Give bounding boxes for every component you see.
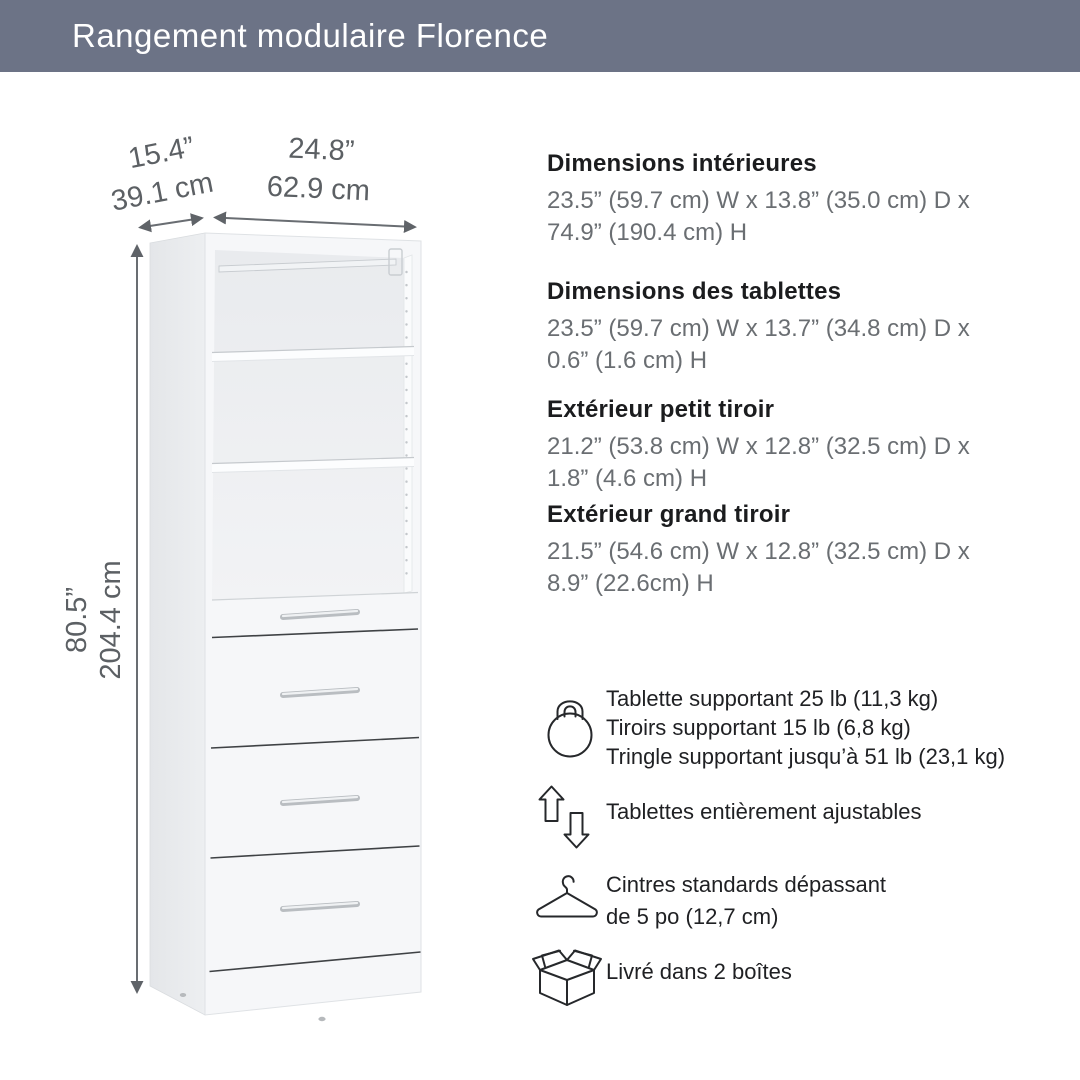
spec-line: 23.5” (59.7 cm) W x 13.8” (35.0 cm) D x — [547, 187, 970, 214]
spec-line: 1.8” (4.6 cm) H — [547, 465, 708, 492]
depth-cm-label: 39.1 cm — [108, 166, 216, 218]
spec-line: 8.9” (22.6cm) H — [547, 570, 714, 597]
feature-line: Livré dans 2 boîtes — [606, 959, 792, 984]
feature-line: Tiroirs supportant 15 lb (6,8 kg) — [606, 715, 911, 740]
feature-line: Tablettes entièrement ajustables — [606, 799, 922, 824]
height-inches-label: 80.5” — [61, 586, 93, 654]
width-arrow — [215, 218, 415, 228]
page-title: Rangement modulaire Florence — [72, 17, 549, 54]
cabinet-inner-right-wall — [404, 255, 412, 593]
spec-heading: Dimensions des tablettes — [547, 278, 842, 305]
kettlebell-icon — [545, 685, 595, 759]
feature-line: de 5 po (12,7 cm) — [606, 904, 779, 929]
spec-line: 0.6” (1.6 cm) H — [547, 347, 708, 374]
height-cm-label: 204.4 cm — [95, 560, 127, 680]
spec-line: 21.5” (54.6 cm) W x 12.8” (32.5 cm) D x — [547, 538, 970, 565]
feature-line: Tringle supportant jusqu’à 51 lb (23,1 kg) — [606, 744, 1006, 769]
cabinet-diagram — [0, 100, 520, 1060]
cabinet-foot — [318, 1017, 325, 1021]
spec-line: 21.2” (53.8 cm) W x 12.8” (32.5 cm) D x — [547, 433, 970, 460]
cabinet-foot — [180, 993, 186, 997]
box-icon — [531, 938, 603, 1008]
hanger-icon — [532, 873, 602, 920]
spec-heading: Extérieur grand tiroir — [547, 501, 791, 528]
spec-block-interior — [547, 150, 1067, 249]
feature-weight-capacity — [606, 684, 1005, 771]
depth-inches-label: 15.4” — [125, 131, 197, 176]
spec-line: 23.5” (59.7 cm) W x 13.7” (34.8 cm) D x — [547, 315, 970, 342]
width-inches-label: 24.8” — [287, 132, 356, 168]
depth-arrow — [140, 218, 202, 228]
spec-heading: Extérieur petit tiroir — [547, 396, 775, 423]
spec-block-shelves — [547, 278, 1067, 377]
adjustable-arrows-icon — [537, 784, 591, 850]
cabinet-illustration — [150, 233, 421, 1021]
spec-block-large-drawer — [547, 501, 1067, 600]
spec-block-small-drawer — [547, 396, 1067, 495]
spec-line: 74.9” (190.4 cm) H — [547, 219, 748, 246]
feature-adjustable-shelves — [606, 797, 922, 826]
feature-hanger-clearance — [606, 869, 886, 933]
feature-line: Tablette supportant 25 lb (11,3 kg) — [606, 686, 939, 711]
width-cm-label: 62.9 cm — [266, 170, 371, 208]
feature-box-count — [606, 957, 792, 986]
spec-heading: Dimensions intérieures — [547, 150, 817, 177]
cabinet-side-panel — [150, 233, 205, 1015]
feature-line: Cintres standards dépassant — [606, 872, 887, 897]
header-bar — [0, 0, 1080, 72]
cabinet-interior-back — [212, 250, 404, 600]
